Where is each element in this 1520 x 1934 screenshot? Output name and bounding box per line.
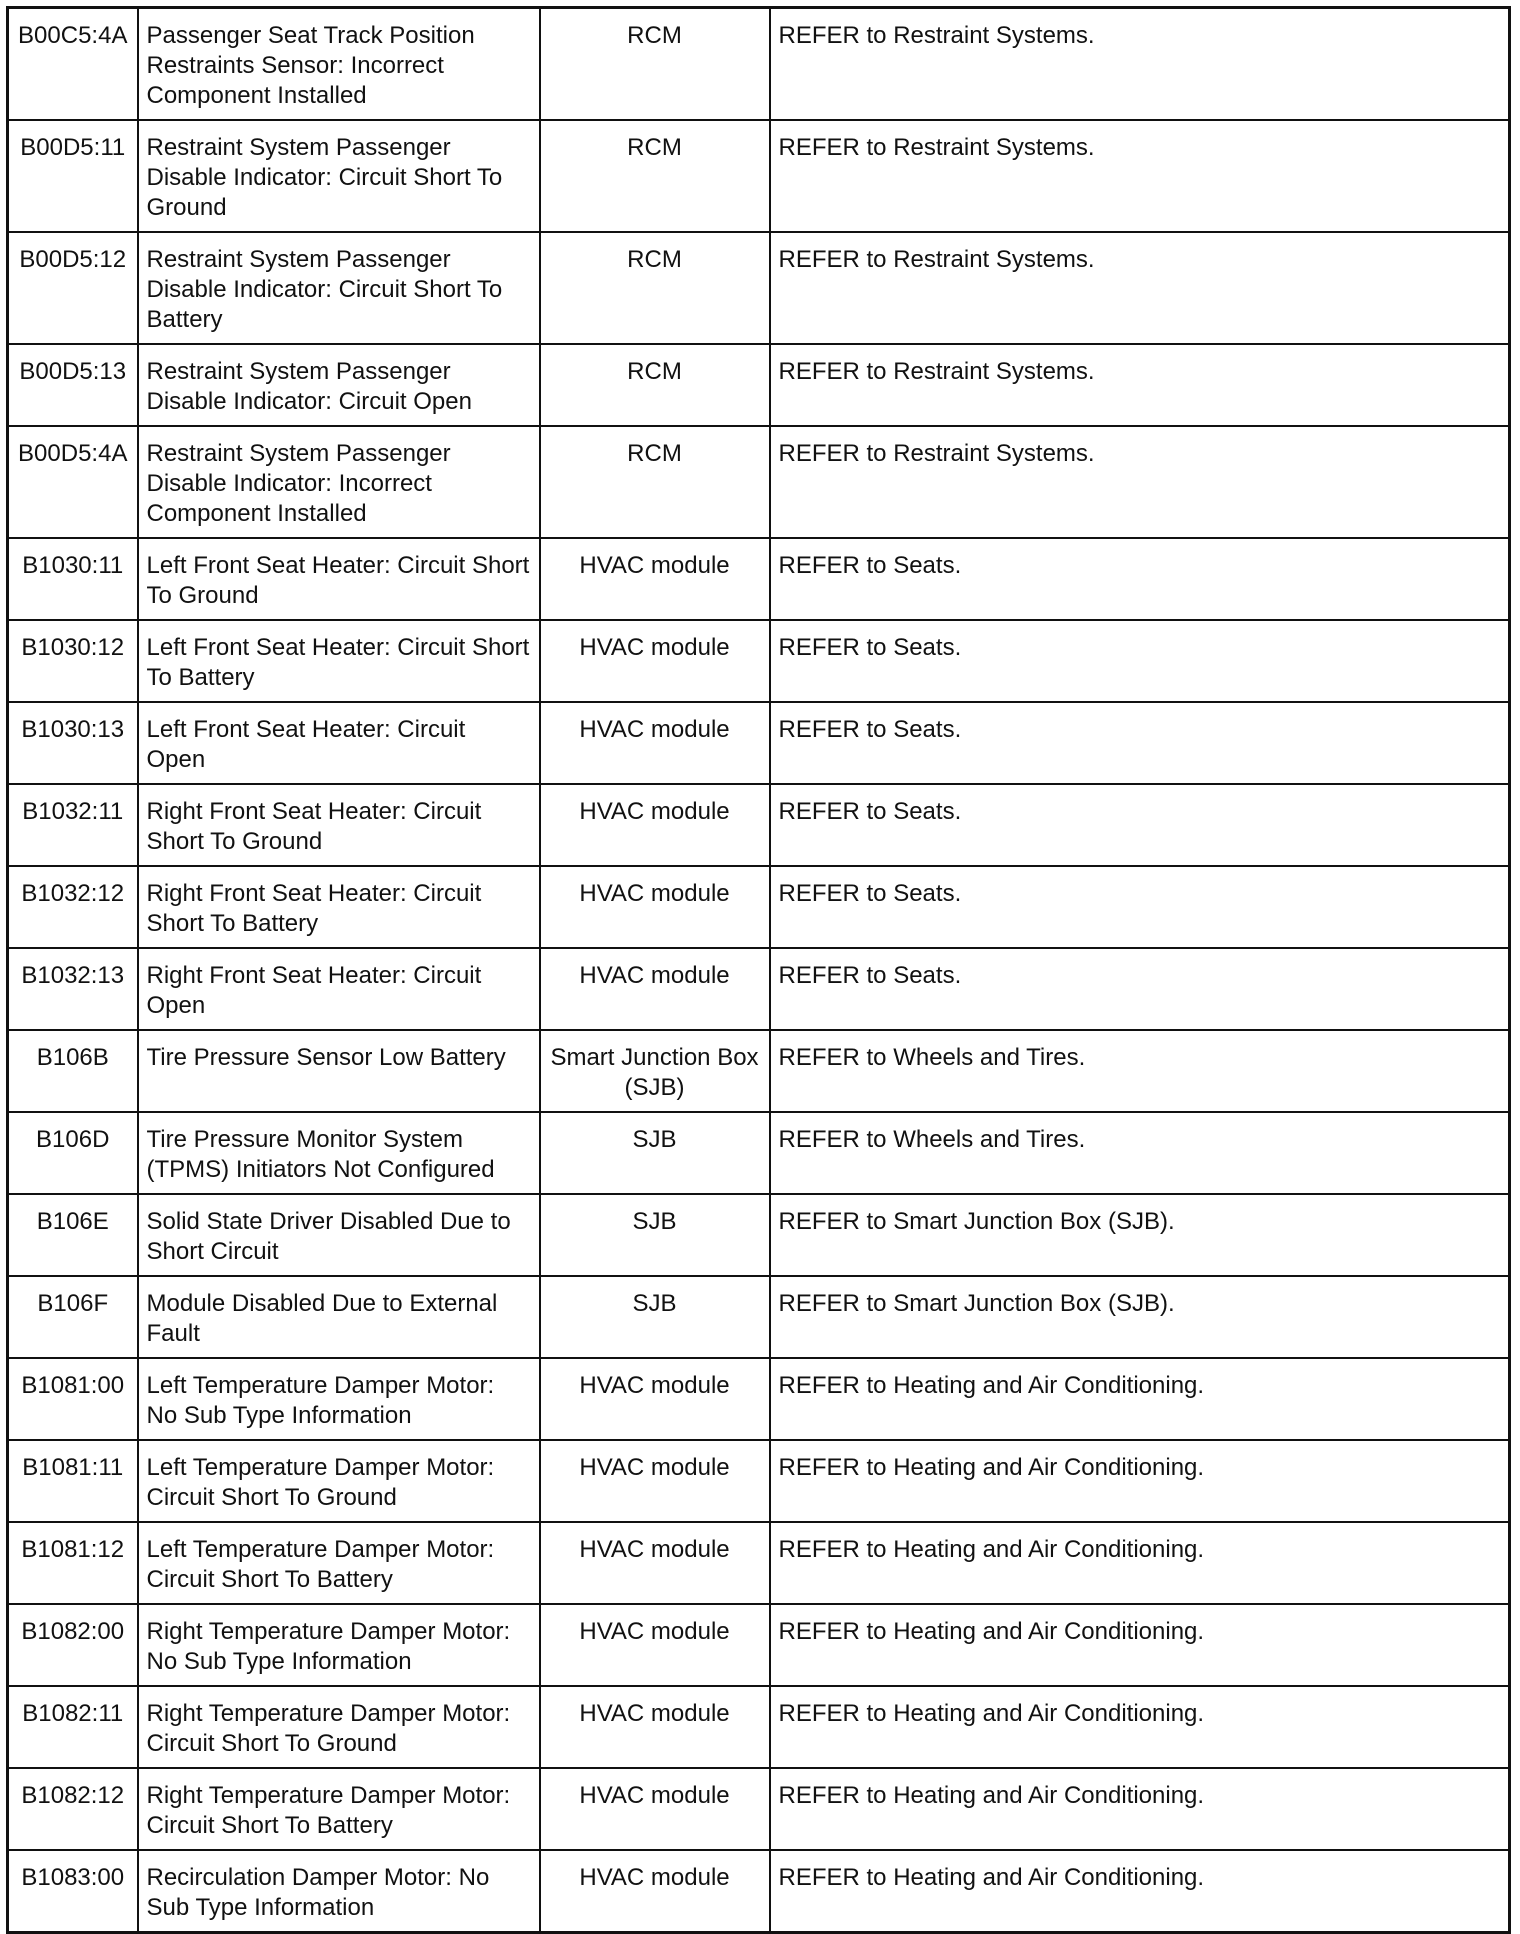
dtc-table	[6, 6, 1511, 1934]
dtc-action-cell: REFER to Wheels and Tires.	[770, 1030, 1510, 1112]
dtc-description-cell: Right Temperature Damper Motor: Circuit Short To Battery	[138, 1768, 540, 1850]
dtc-code-cell: B106B	[8, 1030, 138, 1112]
dtc-action-cell: REFER to Restraint Systems.	[770, 120, 1510, 232]
dtc-description-cell: Tire Pressure Monitor System (TPMS) Initiators Not Configured	[138, 1112, 540, 1194]
dtc-code-cell: B106D	[8, 1112, 138, 1194]
dtc-description-cell: Recirculation Damper Motor: No Sub Type Information	[138, 1850, 540, 1933]
dtc-module-cell: HVAC module	[540, 702, 770, 784]
dtc-module-cell: SJB	[540, 1276, 770, 1358]
dtc-description-cell: Solid State Driver Disabled Due to Short Circuit	[138, 1194, 540, 1276]
dtc-module-cell: Smart Junction Box (SJB)	[540, 1030, 770, 1112]
dtc-module-cell: HVAC module	[540, 1850, 770, 1933]
dtc-description-cell: Left Front Seat Heater: Circuit Open	[138, 702, 540, 784]
table-row	[8, 620, 1510, 702]
dtc-code-cell: B1083:00	[8, 1850, 138, 1933]
dtc-code-cell: B00D5:11	[8, 120, 138, 232]
table-row	[8, 866, 1510, 948]
dtc-description-cell: Tire Pressure Sensor Low Battery	[138, 1030, 540, 1112]
dtc-code-cell: B00D5:12	[8, 232, 138, 344]
dtc-module-cell: RCM	[540, 8, 770, 121]
dtc-code-cell: B1081:11	[8, 1440, 138, 1522]
dtc-description-cell: Right Temperature Damper Motor: No Sub Type Information	[138, 1604, 540, 1686]
dtc-action-cell: REFER to Heating and Air Conditioning.	[770, 1522, 1510, 1604]
table-row	[8, 1194, 1510, 1276]
table-row	[8, 344, 1510, 426]
dtc-code-cell: B1082:00	[8, 1604, 138, 1686]
dtc-action-cell: REFER to Heating and Air Conditioning.	[770, 1768, 1510, 1850]
dtc-action-cell: REFER to Restraint Systems.	[770, 8, 1510, 121]
dtc-module-cell: RCM	[540, 344, 770, 426]
dtc-action-cell: REFER to Seats.	[770, 702, 1510, 784]
dtc-action-cell: REFER to Heating and Air Conditioning.	[770, 1850, 1510, 1933]
table-row	[8, 426, 1510, 538]
dtc-module-cell: HVAC module	[540, 1440, 770, 1522]
table-row	[8, 1768, 1510, 1850]
dtc-module-cell: RCM	[540, 232, 770, 344]
dtc-code-cell: B1032:11	[8, 784, 138, 866]
dtc-module-cell: RCM	[540, 120, 770, 232]
table-row	[8, 1112, 1510, 1194]
dtc-action-cell: REFER to Seats.	[770, 948, 1510, 1030]
dtc-action-cell: REFER to Heating and Air Conditioning.	[770, 1440, 1510, 1522]
dtc-code-cell: B00D5:13	[8, 344, 138, 426]
dtc-code-cell: B1081:12	[8, 1522, 138, 1604]
dtc-action-cell: REFER to Seats.	[770, 784, 1510, 866]
dtc-action-cell: REFER to Restraint Systems.	[770, 426, 1510, 538]
table-row	[8, 1276, 1510, 1358]
dtc-code-cell: B1032:12	[8, 866, 138, 948]
dtc-code-cell: B00D5:4A	[8, 426, 138, 538]
dtc-module-cell: HVAC module	[540, 866, 770, 948]
dtc-description-cell: Right Front Seat Heater: Circuit Short To Ground	[138, 784, 540, 866]
dtc-module-cell: HVAC module	[540, 1358, 770, 1440]
dtc-module-cell: HVAC module	[540, 1768, 770, 1850]
dtc-description-cell: Passenger Seat Track Position Restraints Sensor: Incorrect Component Installed	[138, 8, 540, 121]
dtc-module-cell: SJB	[540, 1194, 770, 1276]
dtc-code-cell: B1030:11	[8, 538, 138, 620]
dtc-module-cell: HVAC module	[540, 620, 770, 702]
dtc-action-cell: REFER to Heating and Air Conditioning.	[770, 1686, 1510, 1768]
dtc-description-cell: Restraint System Passenger Disable Indicator: Incorrect Component Installed	[138, 426, 540, 538]
dtc-module-cell: SJB	[540, 1112, 770, 1194]
dtc-code-cell: B00C5:4A	[8, 8, 138, 121]
dtc-action-cell: REFER to Heating and Air Conditioning.	[770, 1358, 1510, 1440]
table-row	[8, 120, 1510, 232]
table-row	[8, 1686, 1510, 1768]
dtc-code-cell: B1032:13	[8, 948, 138, 1030]
table-row	[8, 1358, 1510, 1440]
dtc-description-cell: Left Front Seat Heater: Circuit Short To Ground	[138, 538, 540, 620]
table-row	[8, 1440, 1510, 1522]
dtc-code-cell: B1082:12	[8, 1768, 138, 1850]
table-row	[8, 1030, 1510, 1112]
dtc-action-cell: REFER to Restraint Systems.	[770, 344, 1510, 426]
dtc-code-cell: B1030:13	[8, 702, 138, 784]
dtc-description-cell: Restraint System Passenger Disable Indicator: Circuit Open	[138, 344, 540, 426]
dtc-module-cell: HVAC module	[540, 538, 770, 620]
dtc-code-cell: B106F	[8, 1276, 138, 1358]
dtc-description-cell: Module Disabled Due to External Fault	[138, 1276, 540, 1358]
dtc-module-cell: RCM	[540, 426, 770, 538]
dtc-code-cell: B1081:00	[8, 1358, 138, 1440]
dtc-action-cell: REFER to Smart Junction Box (SJB).	[770, 1194, 1510, 1276]
table-row	[8, 232, 1510, 344]
dtc-table-body	[8, 8, 1510, 1933]
dtc-action-cell: REFER to Restraint Systems.	[770, 232, 1510, 344]
table-row	[8, 1522, 1510, 1604]
dtc-module-cell: HVAC module	[540, 784, 770, 866]
dtc-description-cell: Right Front Seat Heater: Circuit Short To Battery	[138, 866, 540, 948]
dtc-action-cell: REFER to Smart Junction Box (SJB).	[770, 1276, 1510, 1358]
dtc-description-cell: Restraint System Passenger Disable Indicator: Circuit Short To Battery	[138, 232, 540, 344]
dtc-action-cell: REFER to Seats.	[770, 538, 1510, 620]
dtc-module-cell: HVAC module	[540, 1604, 770, 1686]
table-row	[8, 1604, 1510, 1686]
dtc-module-cell: HVAC module	[540, 1686, 770, 1768]
dtc-code-cell: B1082:11	[8, 1686, 138, 1768]
dtc-description-cell: Restraint System Passenger Disable Indicator: Circuit Short To Ground	[138, 120, 540, 232]
dtc-code-cell: B106E	[8, 1194, 138, 1276]
dtc-action-cell: REFER to Seats.	[770, 866, 1510, 948]
dtc-module-cell: HVAC module	[540, 1522, 770, 1604]
table-row	[8, 1850, 1510, 1933]
dtc-action-cell: REFER to Seats.	[770, 620, 1510, 702]
table-row	[8, 784, 1510, 866]
dtc-description-cell: Right Temperature Damper Motor: Circuit Short To Ground	[138, 1686, 540, 1768]
table-row	[8, 8, 1510, 121]
table-row	[8, 702, 1510, 784]
dtc-description-cell: Left Front Seat Heater: Circuit Short To Battery	[138, 620, 540, 702]
dtc-action-cell: REFER to Wheels and Tires.	[770, 1112, 1510, 1194]
dtc-action-cell: REFER to Heating and Air Conditioning.	[770, 1604, 1510, 1686]
dtc-code-cell: B1030:12	[8, 620, 138, 702]
dtc-description-cell: Right Front Seat Heater: Circuit Open	[138, 948, 540, 1030]
dtc-description-cell: Left Temperature Damper Motor: Circuit Short To Ground	[138, 1440, 540, 1522]
table-row	[8, 538, 1510, 620]
table-row	[8, 948, 1510, 1030]
dtc-description-cell: Left Temperature Damper Motor: Circuit Short To Battery	[138, 1522, 540, 1604]
dtc-description-cell: Left Temperature Damper Motor: No Sub Type Information	[138, 1358, 540, 1440]
dtc-module-cell: HVAC module	[540, 948, 770, 1030]
